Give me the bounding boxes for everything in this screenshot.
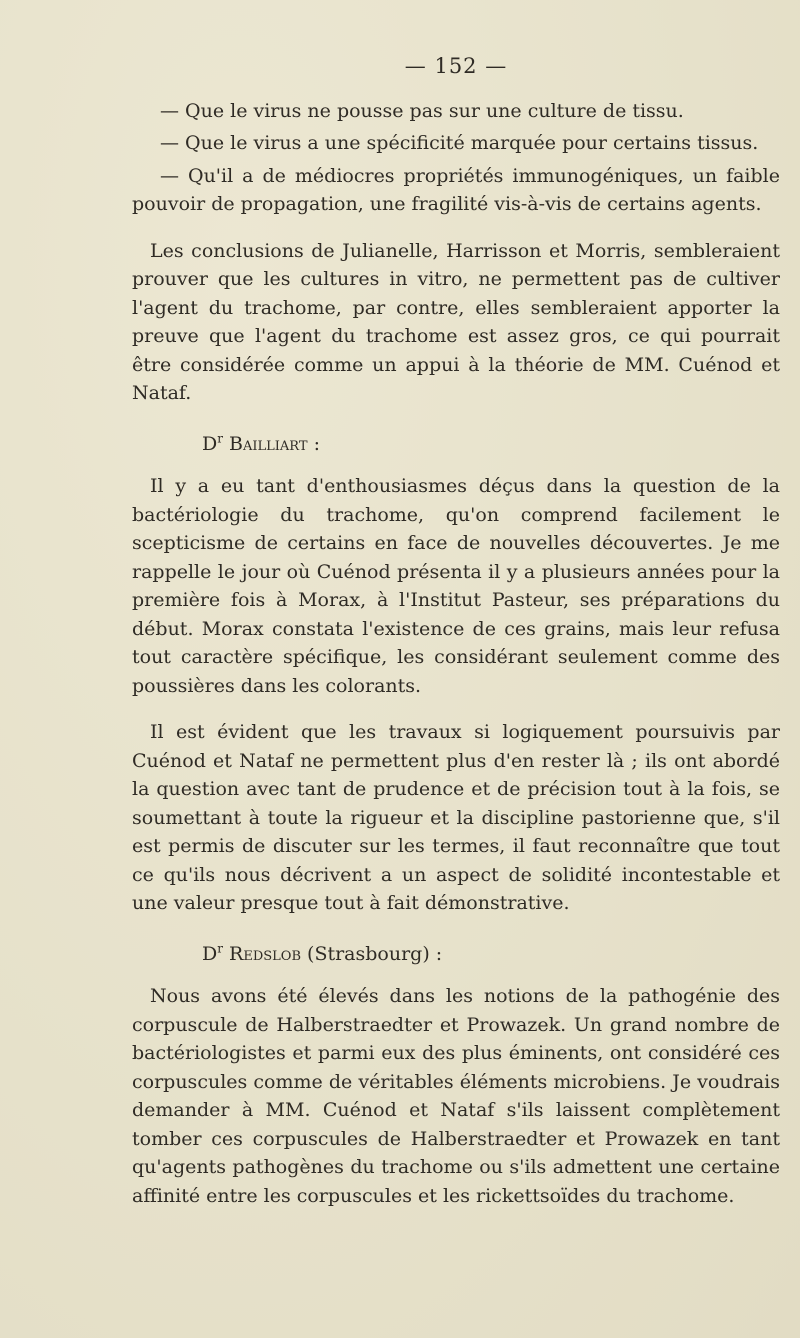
- speaker-suffix: :: [307, 432, 320, 455]
- list-item: — Que le virus ne pousse pas sur une culture de tissu.: [160, 99, 684, 122]
- speech-paragraph: Nous avons été élevés dans les notions de la pathogénie des corpuscule de Halberstraedter et Prowazek. Un grand nombre de bactériologistes et parmi eux des plus éminents, ont considéré ces corpuscules comme de véritables éléments microbiens. Je voudrais demander à MM. Cuénod et Nataf s'ils laissent complètement tomber ces corpuscules de Halberstraedter et Prowazek en tant qu'agents pathogènes du trachome ou s'ils admettent une certaine affinité entre les corpuscules et les rickettsoïdes du trachome.: [132, 985, 780, 1207]
- list-item: — Qu'il a de médiocres propriétés immunogéniques, un faible pouvoir de propagation, une fragilité vis-à-vis de certains agents.: [132, 164, 780, 215]
- speaker-name: Redslob: [229, 942, 301, 965]
- document-page: [132, 52, 780, 1210]
- speech-paragraph: Il y a eu tant d'enthousiasmes déçus dans la question de la bactériologie du trachome, qu'on comprend facilement le scepticisme de certains en face de nouvelles découvertes. Je me rappelle le jour où Cuénod présenta il y a plusieurs années pour la première fois à Morax, à l'Institut Pasteur, ses préparations du début. Morax constata l'existence de ces grains, mais leur refusa tout caractère spécifique, les considérant seulement comme des poussières dans les colorants.: [132, 475, 780, 697]
- speaker-title: D: [202, 432, 218, 455]
- speaker-heading-bailliart: [202, 430, 780, 459]
- speaker-heading-redslob: [202, 940, 780, 969]
- speaker-title: D: [202, 942, 218, 965]
- speaker-name: Bailliart: [229, 432, 308, 455]
- conclusion-paragraph: Les conclusions de Julianelle, Harrisson et Morris, sembleraient prouver que les cultures in vitro, ne permettent pas de cultiver l'agent du trachome, par contre, elles sembleraient apporter la preuve que l'agent du trachome est assez gros, ce qui pourrait être considérée comme un appui à la théorie de MM. Cuénod et Nataf.: [132, 239, 780, 404]
- speaker-title-sup: r: [217, 431, 223, 446]
- list-item: — Que le virus a une spécificité marquée pour certains tissus.: [160, 132, 759, 154]
- speech-paragraph: Il est évident que les travaux si logiquement poursuivis par Cuénod et Nataf ne permettent plus d'en rester là ; ils ont abordé la question avec tant de prudence et de précision tout à la fois, se soumettant à toute la rigueur et la discipline pastorienne que, s'il est permis de discuter sur les termes, il faut reconnaître que tout ce qu'ils nous décrivent a un aspect de solidité incontestable et une valeur presque tout à fait démonstrative.: [132, 721, 780, 914]
- speaker-title-sup: r: [217, 941, 223, 956]
- page-number: — 152 —: [404, 54, 508, 78]
- speaker-suffix: (Strasbourg) :: [301, 942, 443, 965]
